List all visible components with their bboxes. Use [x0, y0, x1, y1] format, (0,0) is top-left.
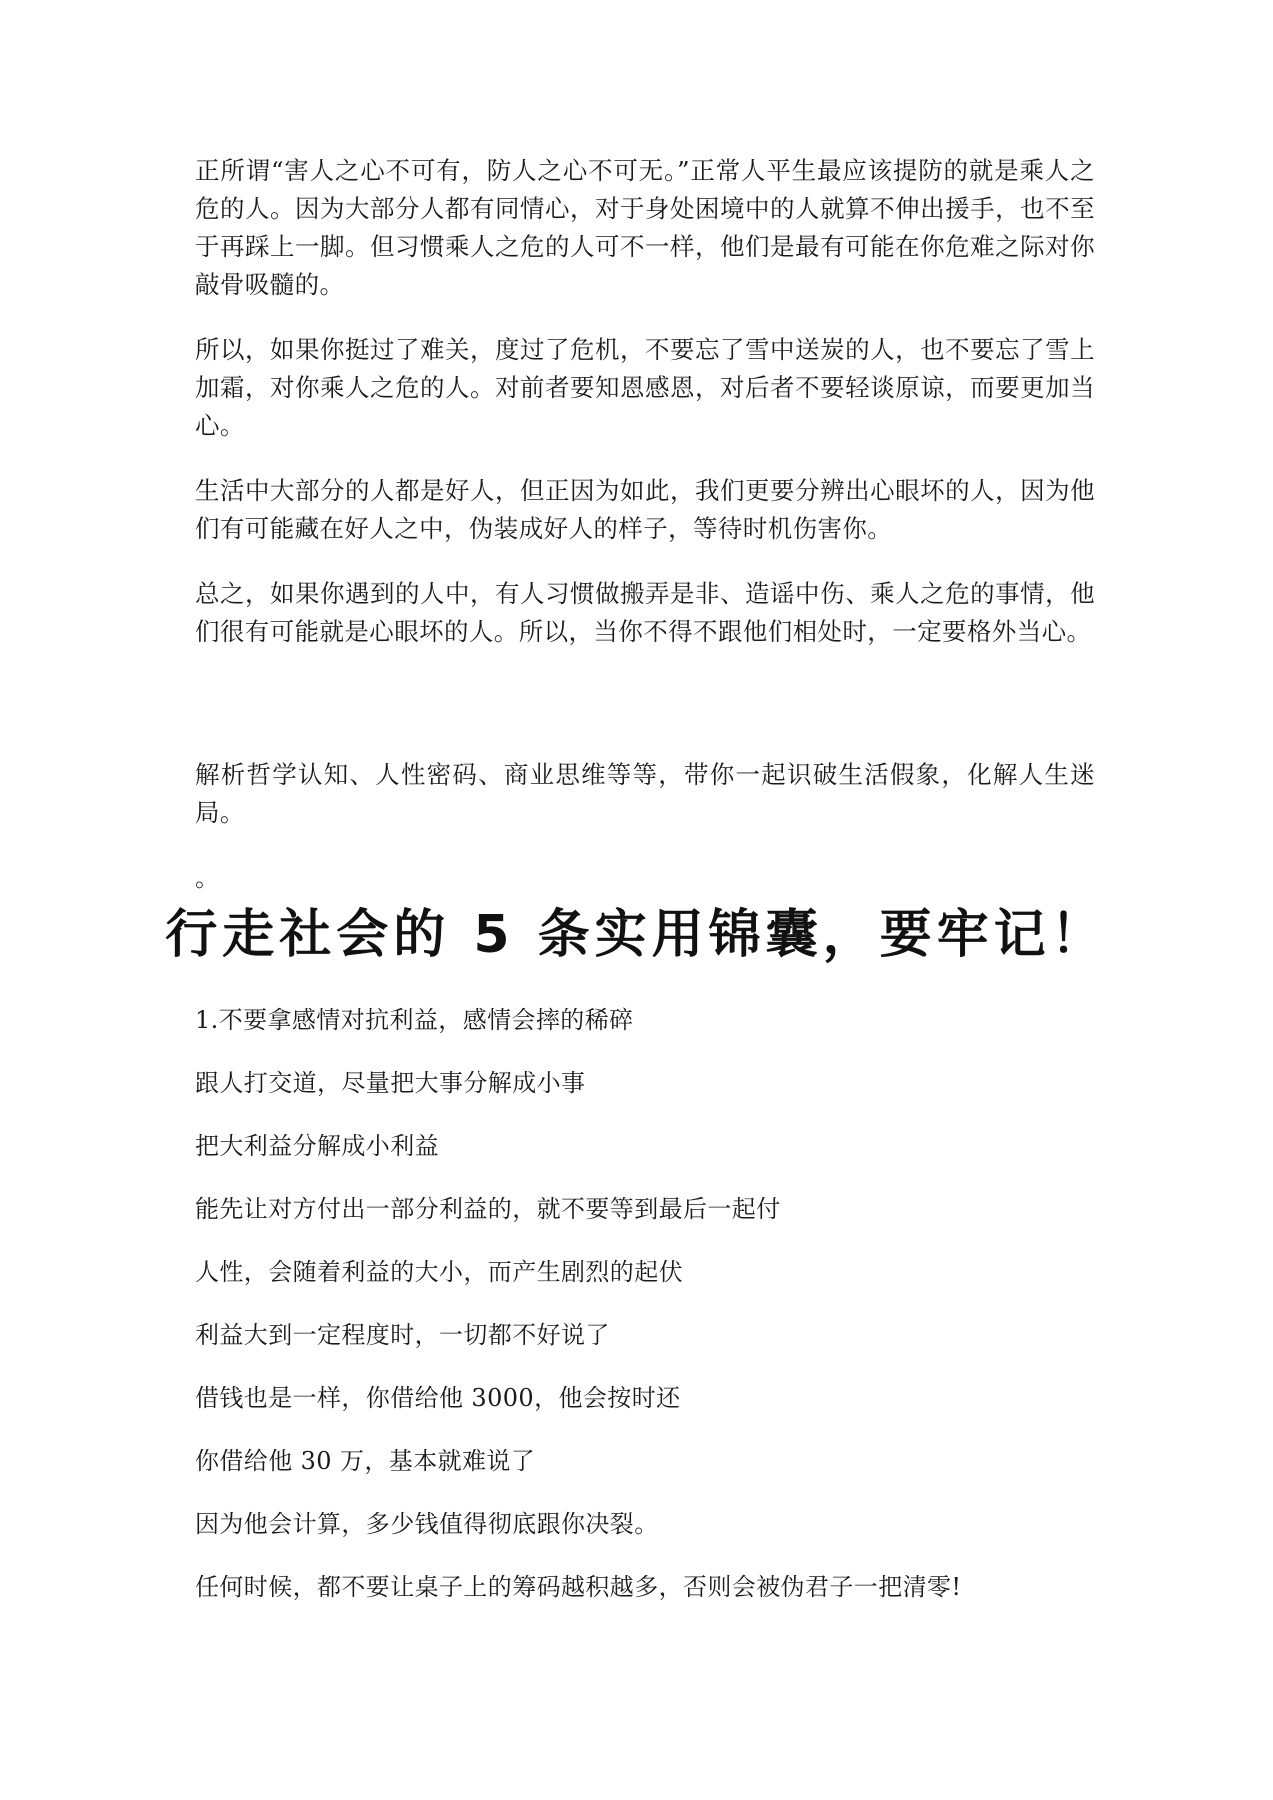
list-line: 借钱也是一样，你借给他 3000，他会按时还 — [195, 1384, 681, 1412]
list-line: 你借给他 30 万，基本就难说了 — [195, 1447, 536, 1475]
list-line: 把大利益分解成小利益 — [195, 1132, 439, 1160]
article-body — [195, 152, 1095, 897]
tips-list — [195, 1001, 1095, 1631]
list-line: 因为他会计算，多少钱值得彻底跟你决裂。 — [195, 1510, 659, 1538]
list-line: 能先让对方付出一部分利益的，就不要等到最后一起付 — [195, 1195, 781, 1223]
paragraph-1: 正所谓“害人之心不可有，防人之心不可无。”正常人平生最应该提防的就是乘人之危的人。因为大部分人都有同情心，对于身处困境中的人就算不伸出援手，也不至于再踩上一脚。但习惯乘人之危的人可不一样，他们是最有可能在你危难之际对你敲骨吸髓的。 — [195, 156, 1095, 299]
list-line: 1.不要拿感情对抗利益，感情会摔的稀碎 — [195, 1006, 634, 1034]
paragraph-2: 所以，如果你挺过了难关，度过了危机，不要忘了雪中送炭的人，也不要忘了雪上加霜，对你乘人之危的人。对前者要知恩感恩，对后者不要轻谈原谅，而要更加当心。 — [195, 335, 1095, 440]
list-line: 利益大到一定程度时，一切都不好说了 — [195, 1321, 610, 1349]
list-line: 任何时候，都不要让桌子上的筹码越积越多，否则会被伪君子一把清零! — [195, 1573, 962, 1601]
list-line: 跟人打交道，尽量把大事分解成小事 — [195, 1069, 586, 1097]
paragraph-3: 生活中大部分的人都是好人，但正因为如此，我们更要分辨出心眼坏的人，因为他们有可能藏在好人之中，伪装成好人的样子，等待时机伤害你。 — [195, 476, 1095, 543]
intro-paragraph: 解析哲学认知、人性密码、商业思维等等，带你一起识破生活假象，化解人生迷局。 — [195, 760, 1095, 827]
ending-punctuation: 。 — [195, 864, 219, 892]
section-heading: 行走社会的 5 条实用锦囊，要牢记！ — [165, 905, 1108, 965]
paragraph-4: 总之，如果你遇到的人中，有人习惯做搬弄是非、造谣中伤、乘人之危的事情，他们很有可能就是心眼坏的人。所以，当你不得不跟他们相处时，一定要格外当心。 — [195, 579, 1095, 646]
list-line: 人性，会随着利益的大小，而产生剧烈的起伏 — [195, 1258, 683, 1286]
spacer — [195, 678, 1095, 756]
